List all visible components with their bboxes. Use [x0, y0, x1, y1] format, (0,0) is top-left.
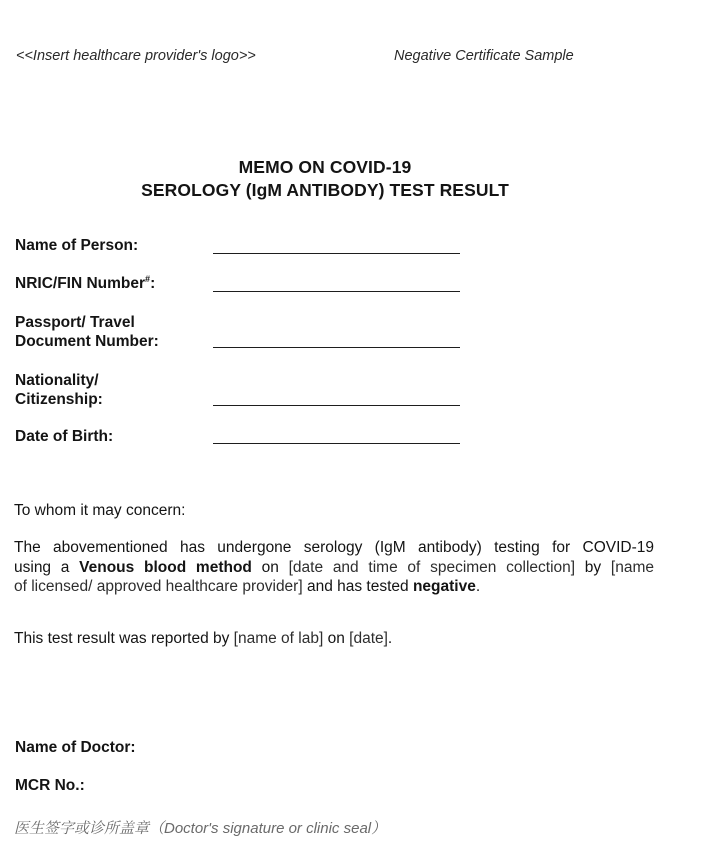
provider-placeholder-start: [name — [610, 558, 655, 576]
text-period: . — [475, 578, 481, 595]
text-by: by — [575, 558, 611, 576]
nric-fin-label — [15, 274, 155, 293]
report-prefix: This test result was reported by — [14, 630, 234, 647]
passport-label-line1: Passport/ Travel — [15, 314, 135, 331]
specimen-date-placeholder: [date and time of specimen collection] — [288, 558, 576, 576]
logo-placeholder: <<Insert healthcare provider's logo>> — [16, 48, 256, 64]
greeting: To whom it may concern: — [14, 502, 186, 519]
passport-number-label — [15, 313, 159, 351]
result-paragraph-line2 — [14, 558, 654, 578]
nationality-label-line2: Citizenship: — [15, 391, 103, 408]
report-date-placeholder: [date] — [349, 630, 388, 647]
name-of-person-label: Name of Person: — [15, 237, 139, 254]
test-method: Venous blood method — [79, 558, 252, 576]
name-of-person-line — [213, 253, 460, 254]
doctor-name-label: Name of Doctor: — [15, 739, 136, 756]
result-paragraph — [14, 538, 654, 597]
report-on: on — [323, 630, 350, 647]
report-period: . — [387, 630, 393, 647]
passport-label-line2: Document Number: — [15, 333, 159, 350]
provider-placeholder-end: of licensed/ approved healthcare provider] — [14, 578, 303, 595]
text-has-tested: and has tested — [302, 578, 413, 595]
nric-fin-footnote-mark: # — [145, 273, 151, 284]
memo-title: MEMO ON COVID-19 — [238, 157, 412, 177]
certificate-type-label: Negative Certificate Sample — [394, 48, 574, 64]
nric-fin-line — [213, 291, 460, 292]
report-sentence — [14, 630, 392, 648]
text-using-a: using a — [14, 558, 80, 576]
mcr-number-label: MCR No.: — [15, 777, 85, 794]
test-result: negative — [412, 578, 476, 595]
date-of-birth-line — [213, 443, 460, 444]
nationality-label-line1: Nationality/ — [15, 372, 99, 389]
nationality-line — [213, 405, 460, 406]
date-of-birth-label: Date of Birth: — [15, 428, 114, 445]
text-on: on — [251, 558, 289, 576]
signature-seal-note: 医生签字或诊所盖章（Doctor's signature or clinic seal） — [14, 820, 387, 837]
memo-subtitle: SEROLOGY (IgM ANTIBODY) TEST RESULT — [141, 180, 509, 200]
nric-fin-text: NRIC/FIN Number — [15, 275, 146, 292]
passport-number-line — [213, 347, 460, 348]
nationality-label — [15, 371, 103, 409]
nric-fin-colon: : — [150, 275, 156, 292]
lab-name-placeholder: [name of lab] — [233, 630, 324, 647]
result-paragraph-line3 — [14, 577, 654, 597]
result-paragraph-line1: The abovementioned has undergone serology (IgM antibody) testing for COVID-19 — [14, 539, 654, 556]
